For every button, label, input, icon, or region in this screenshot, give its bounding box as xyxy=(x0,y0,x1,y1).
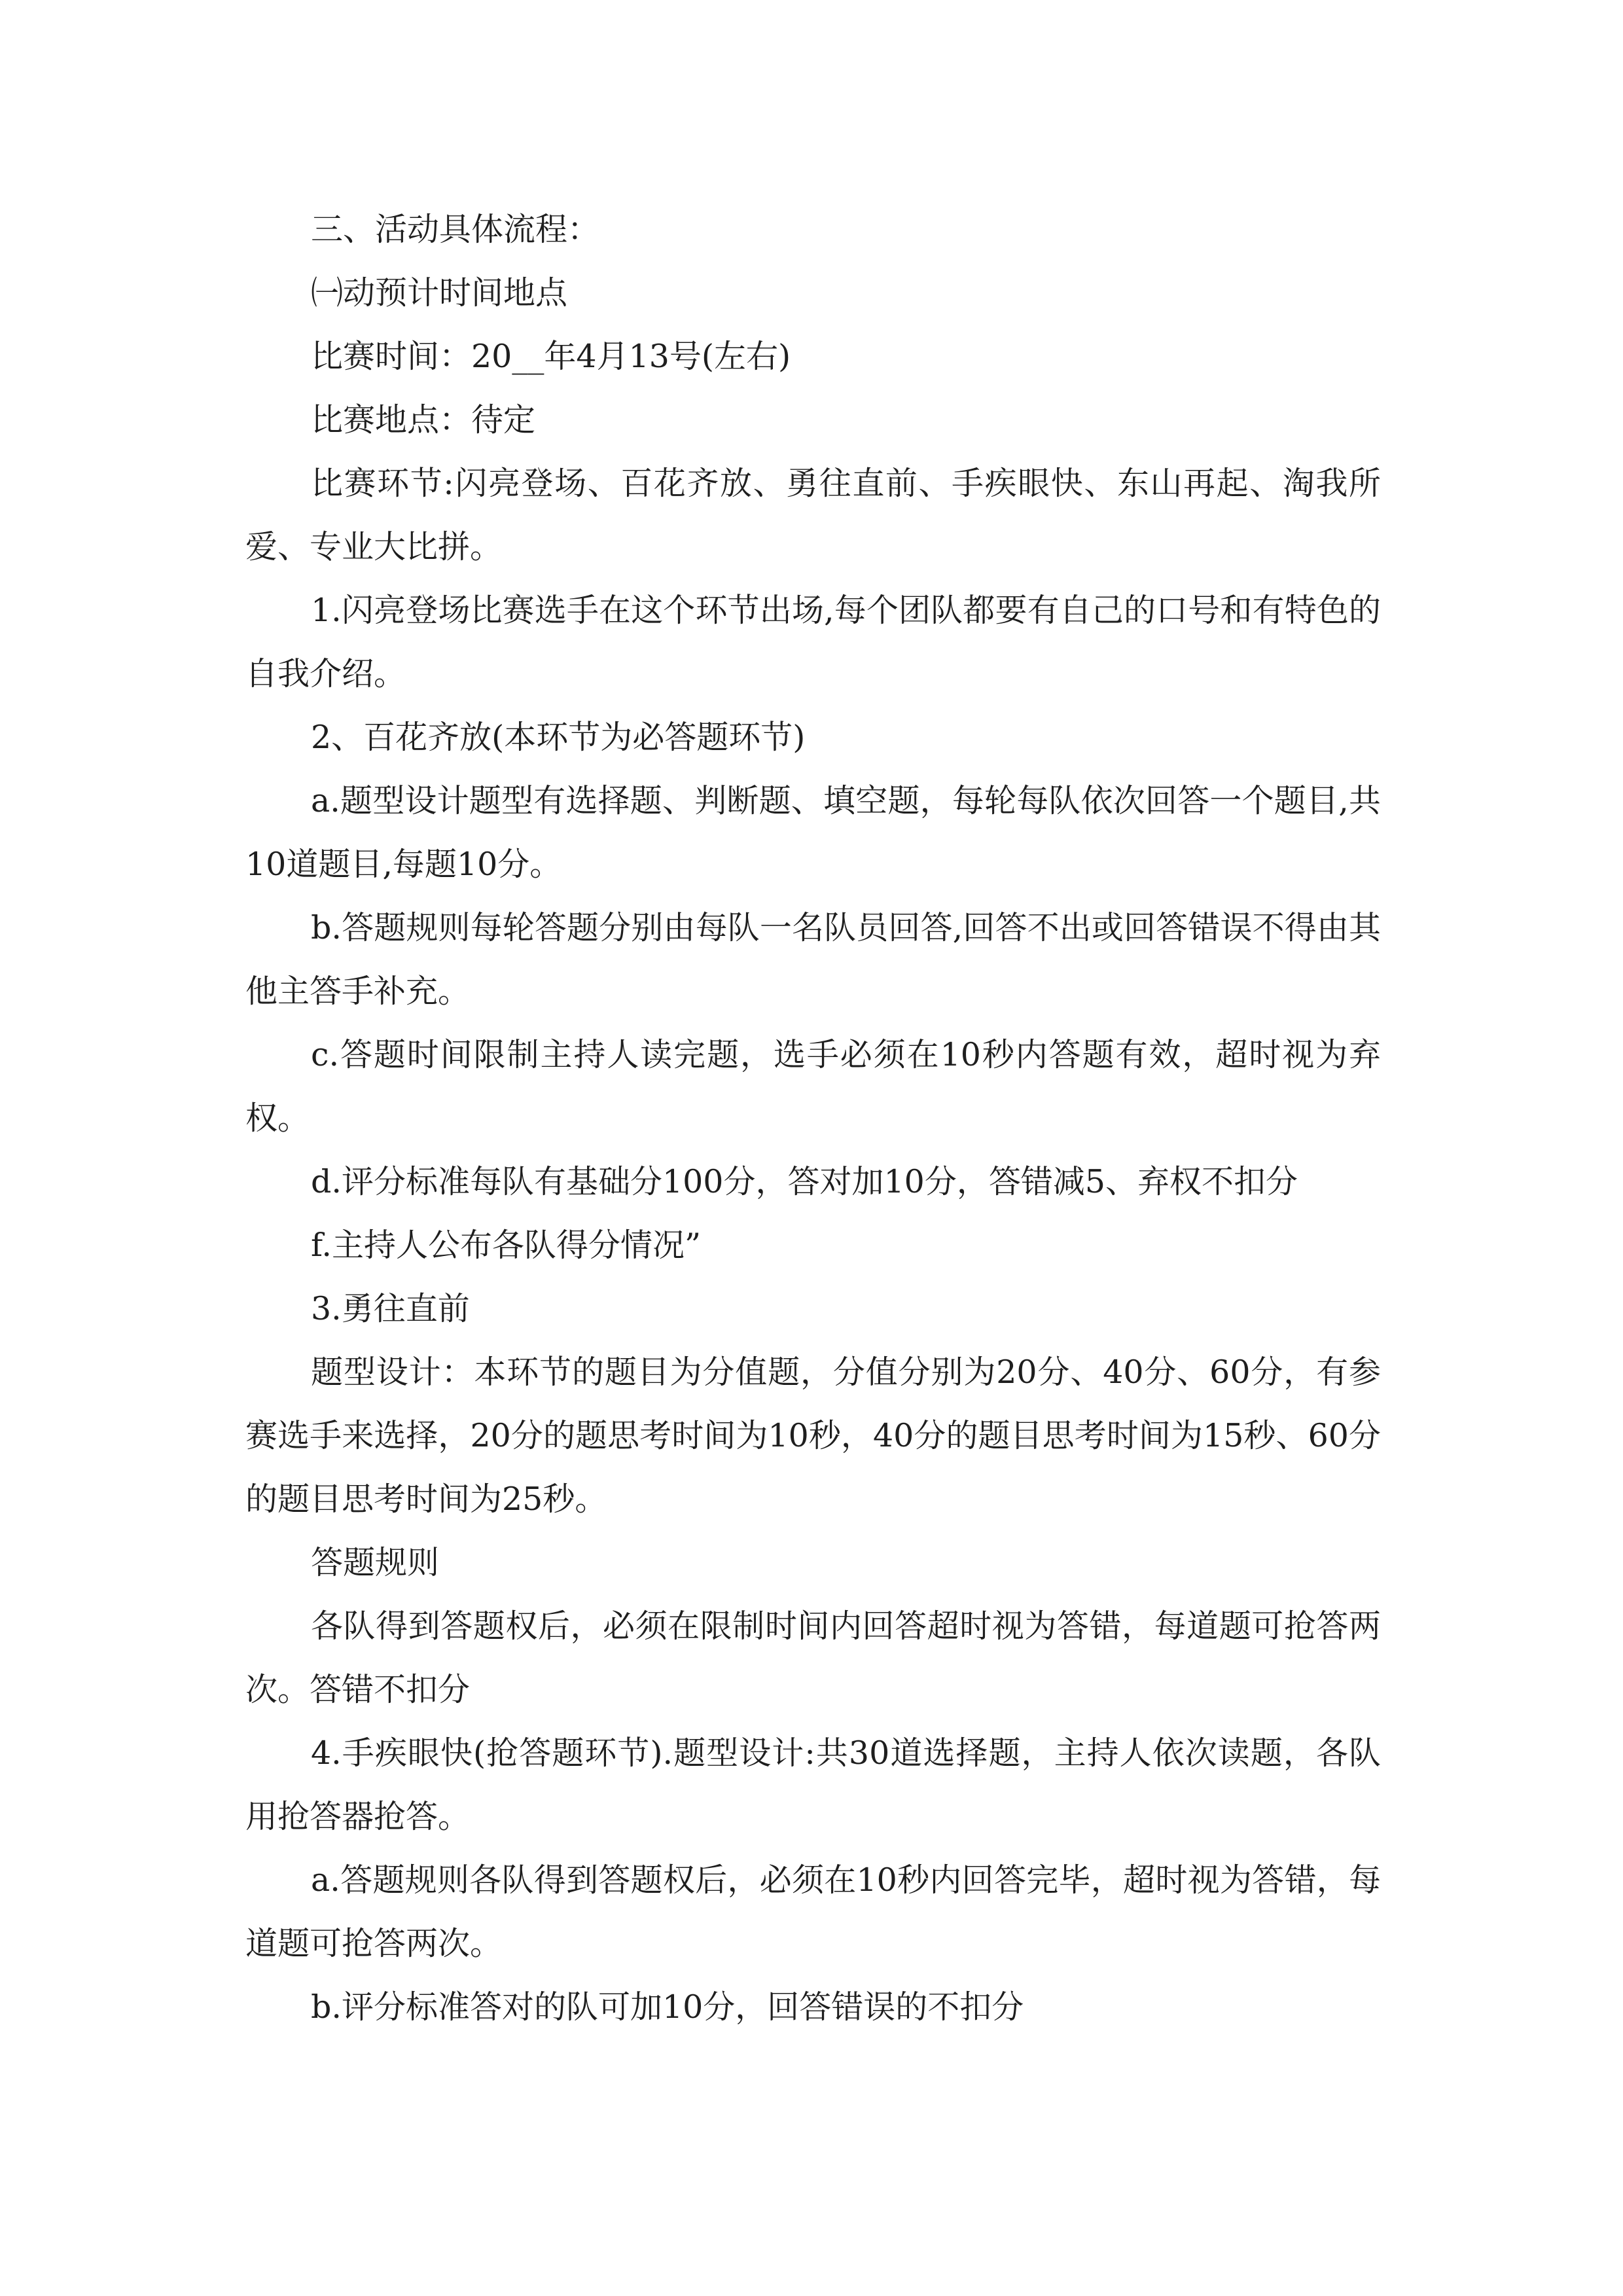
paragraph-stage-3-design: 题型设计：本环节的题目为分值题，分值分别为20分、40分、60分，有参赛选手来选择，20分的题思考时间为10秒，40分的题目思考时间为15秒、60分的题目思考时间为25秒。 xyxy=(245,1354,1381,1518)
paragraph-stage-4: 4.手疾眼快(抢答题环节).题型设计:共30道选择题，主持人依次读题，各队用抢答器抢答。 xyxy=(245,1734,1381,1835)
section-heading: 三、活动具体流程： xyxy=(311,211,600,248)
paragraph-stages: 比赛环节:闪亮登场、百花齐放、勇往直前、手疾眼快、东山再起、淘我所爱、专业大比拼。 xyxy=(245,465,1381,565)
document-body xyxy=(245,198,1381,2039)
paragraph-stage-2f: f.主持人公布各队得分情况” xyxy=(311,1227,702,1264)
paragraph-stage-3: 3.勇往直前 xyxy=(311,1290,470,1327)
paragraph-stage-3-rules: 各队得到答题权后，必须在限制时间内回答超时视为答错，每道题可抢答两次。答错不扣分 xyxy=(245,1607,1381,1708)
paragraph-stage-4a: a.答题规则各队得到答题权后，必须在10秒内回答完毕，超时视为答错，每道题可抢答两次。 xyxy=(245,1861,1381,1962)
paragraph-stage-2d: d.评分标准每队有基础分100分，答对加10分，答错减5、弃权不扣分 xyxy=(311,1163,1298,1200)
paragraph-stage-2: 2、百花齐放(本环节为必答题环节) xyxy=(311,719,806,756)
paragraph-stage-3-rules-heading: 答题规则 xyxy=(311,1544,440,1581)
paragraph-stage-4b: b.评分标准答对的队可加10分，回答错误的不扣分 xyxy=(311,1988,1024,2026)
paragraph-stage-2b: b.答题规则每轮答题分别由每队一名队员回答,回答不出或回答错误不得由其他主答手补充。 xyxy=(245,909,1381,1010)
subsection-heading: ㈠动预计时间地点 xyxy=(311,274,568,312)
paragraph-stage-2c: c.答题时间限制主持人读完题，选手必须在10秒内答题有效，超时视为弃权。 xyxy=(245,1036,1381,1137)
paragraph-stage-2a: a.题型设计题型有选择题、判断题、填空题，每轮每队依次回答一个题目,共10道题目,每题10分。 xyxy=(245,782,1381,883)
paragraph-time: 比赛时间：20__年4月13号(左右) xyxy=(311,338,791,375)
paragraph-location: 比赛地点：待定 xyxy=(311,401,536,439)
paragraph-stage-1: 1.闪亮登场比赛选手在这个环节出场,每个团队都要有自己的口号和有特色的自我介绍。 xyxy=(245,592,1381,692)
